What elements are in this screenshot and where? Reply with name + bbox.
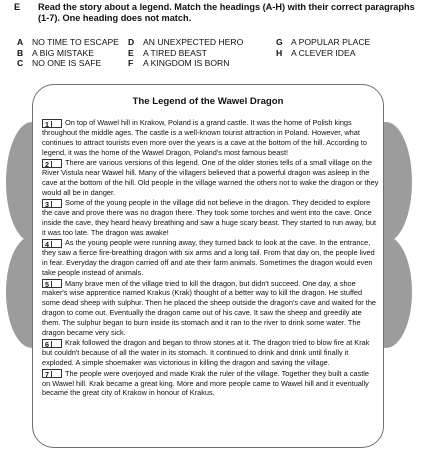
heading-text: A BIG MISTAKE: [32, 47, 94, 58]
answer-box[interactable]: [42, 199, 62, 208]
heading-key: H: [276, 47, 283, 58]
heading-key: B: [17, 47, 24, 58]
answer-blank[interactable]: [52, 240, 61, 247]
story-paragraph: [42, 279, 379, 338]
paragraph-number: 6: [43, 341, 52, 348]
paragraph-text: Krak followed the dragon and began to throw stones at it. The dragon tried to blow fire at Krak but couldn't because of all the water in its stomach. It continued to drink and drink until finally it exploded. A simple shoemaker was victorious in killing the dragon and saving the village.: [42, 338, 370, 368]
answer-box[interactable]: [42, 369, 62, 378]
story-paragraphs: [42, 118, 379, 399]
heading-key: G: [276, 37, 283, 47]
paragraph-number: 3: [43, 201, 52, 208]
answer-box[interactable]: [42, 339, 62, 348]
instruction-text: Read the story about a legend. Match the headings (A-H) with their correct paragraphs (1-7). One heading does not match.: [38, 2, 415, 23]
heading-text: A CLEVER IDEA: [291, 47, 356, 58]
heading-text: A POPULAR PLACE: [291, 37, 371, 47]
story-paragraph: [42, 238, 379, 278]
paragraph-text: The people were overjoyed and made Krak the ruler of the village. Together they built a castle on Wawel hill. Krak became a great king. More and more people came to Wawel hill and it eventually became the great city of Krakow in honour of Krakus.: [42, 368, 369, 398]
answer-blank[interactable]: [52, 340, 61, 347]
heading-text: [287, 58, 418, 69]
answer-box[interactable]: [42, 279, 62, 288]
headings-table: [15, 37, 418, 69]
heading-key: A: [17, 37, 24, 47]
heading-text: AN UNEXPECTED HERO: [143, 37, 244, 47]
paragraph-text: There are various versions of this legend. One of the older stories tells of a small village on the River Vistula near Wawel hill. Many of the villagers believed that a powerful dragon was asleep in the cave at the bottom of the hill. Old people in the village warned the others not to wake the dragon or they would all be in danger.: [42, 158, 379, 197]
paragraph-number: 1: [43, 121, 52, 128]
answer-box[interactable]: [42, 159, 62, 168]
answer-blank[interactable]: [52, 160, 61, 167]
paragraph-text: Some of the young people in the village did not believe in the dragon. They decided to explore the cave and prove there was no dragon there. They took some torches and went into the cave. Once inside the cave, they heard heavy breathing and saw a huge scary beast. They started to run away, but it was too late. The dragon was awake!: [42, 198, 377, 237]
heading-key: D: [128, 37, 135, 47]
story-card: [32, 84, 384, 448]
exercise-letter: E: [14, 2, 21, 12]
answer-box[interactable]: [42, 239, 62, 248]
paragraph-text: On top of Wawel hill in Krakow, Poland is a grand castle. It was the home of Polish kings throughout the middle ages. The castle is a well-known tourist attraction in Poland. However, what continues to attract tourists even more over the years is a cave at the bottom of the hill. According to legend, it was the home of the Wawel Dragon, Poland's most famous beast!: [42, 118, 367, 157]
story-paragraph: [42, 338, 379, 368]
paragraph-text: As the young people were running away, they turned back to look at the cave. In the entrance, they saw a fierce fire-breathing dragon with six arms and a long tail. From that day on, the people lived in fear. Everyday the dragon carried off and ate their farm animals. Sometimes the dragon would even take people instead of animals.: [42, 238, 375, 278]
story-paragraph: [42, 369, 379, 399]
answer-box[interactable]: [42, 119, 62, 128]
headings-row: [15, 37, 418, 48]
headings-row: [15, 58, 418, 69]
heading-text: A TIRED BEAST: [143, 47, 207, 58]
heading-text: A KINGDOM IS BORN: [143, 58, 230, 68]
paragraph-text: Many brave men of the village tried to kill the dragon, but didn't succeed. One day, a shoe maker's wise apprentice named Krakus (Krak) thought of a better way to kill the dragon. He stuffed some dead sheep with sulphur. Then he placed the sheep outside the dragon's cave and waited for the dragon to come out. Eventually the dragon came out of his cave. It saw the sheep and greedily ate them. The sulphur began to burn inside its stomach and it ran to the river to drink some water. The dragon became very sick.: [42, 278, 377, 338]
answer-blank[interactable]: [52, 120, 61, 127]
paragraph-number: 5: [43, 281, 52, 288]
heading-text: NO TIME TO ESCAPE: [32, 37, 119, 47]
heading-text: NO ONE IS SAFE: [32, 58, 102, 68]
answer-blank[interactable]: [52, 370, 61, 377]
story-paragraph: [42, 158, 379, 198]
heading-key: F: [128, 58, 134, 68]
story-title: The Legend of the Wawel Dragon: [132, 96, 284, 107]
headings-row: [15, 48, 418, 59]
story-paragraph: [42, 118, 379, 158]
paragraph-number: 4: [43, 241, 52, 248]
heading-key: E: [128, 47, 134, 58]
heading-key: C: [17, 58, 24, 68]
paragraph-number: 2: [43, 161, 52, 168]
heading-key: [274, 58, 287, 69]
story-paragraph: [42, 198, 379, 238]
paragraph-number: 7: [43, 371, 52, 378]
answer-blank[interactable]: [52, 200, 61, 207]
answer-blank[interactable]: [52, 280, 61, 287]
